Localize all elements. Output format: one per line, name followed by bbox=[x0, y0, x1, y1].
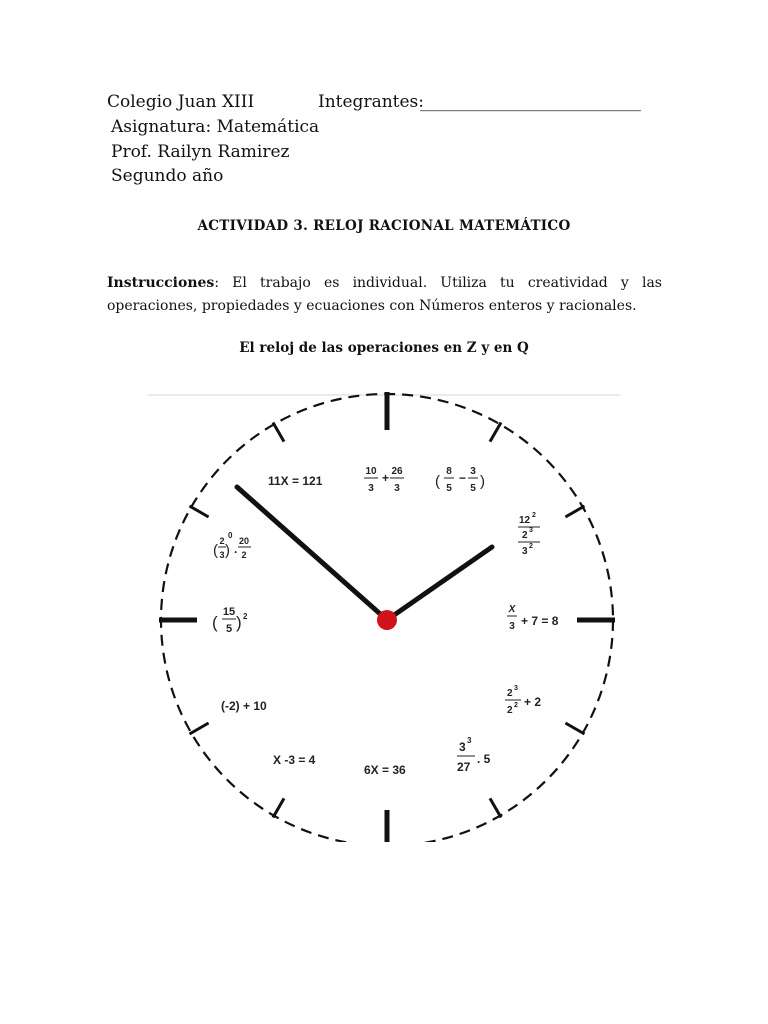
label-4-tail: + 2 bbox=[524, 695, 542, 709]
label-5-den: 27 bbox=[457, 760, 471, 774]
activity-title: ACTIVIDAD 3. RELOJ RACIONAL MATEMÁTICO bbox=[197, 218, 571, 234]
label-2-mid-exp: 3 bbox=[529, 527, 533, 534]
label-5-num-exp: 3 bbox=[467, 736, 472, 745]
label-4-den-exp: 2 bbox=[514, 702, 518, 709]
label-2-bot: 3 bbox=[522, 546, 528, 557]
label-9-exp: 2 bbox=[243, 612, 248, 621]
label-1-a-num: 8 bbox=[446, 466, 452, 477]
members-blank: __________________________ bbox=[420, 92, 641, 112]
label-3 bbox=[507, 604, 559, 632]
label-2-top: 12 bbox=[519, 515, 531, 526]
label-2-mid: 2 bbox=[522, 530, 528, 541]
label-10-dot: . bbox=[234, 542, 238, 556]
label-4-num-exp: 3 bbox=[514, 685, 518, 692]
hour-tick-1 bbox=[490, 423, 501, 442]
label-5 bbox=[457, 736, 491, 774]
label-5-tail: . 5 bbox=[477, 752, 491, 766]
minute-hand bbox=[237, 487, 387, 620]
label-3-eq: + 7 = 8 bbox=[521, 614, 559, 628]
label-10-f-num: 20 bbox=[238, 536, 250, 546]
instructions-text: : El trabajo es individual. Utiliza tu creatividad y las operaciones, propiedades y ecuaciones con Números enteros y racionales. bbox=[107, 275, 662, 314]
label-10-close: ) bbox=[225, 542, 230, 559]
hour-tick-7 bbox=[273, 798, 284, 817]
school-name: Colegio Juan XIII bbox=[107, 92, 255, 112]
label-4 bbox=[505, 685, 541, 716]
label-10 bbox=[213, 531, 251, 560]
hour-tick-5 bbox=[490, 798, 501, 817]
label-8: (-2) + 10 bbox=[221, 699, 267, 713]
label-1-op: − bbox=[459, 471, 467, 485]
label-2-bot-exp: 2 bbox=[529, 543, 533, 550]
label-4-den: 2 bbox=[507, 705, 513, 716]
label-12-a-den: 3 bbox=[368, 483, 374, 494]
label-10-open: ( bbox=[213, 542, 218, 559]
label-11: 11X = 121 bbox=[268, 474, 323, 488]
label-10-exp: 0 bbox=[228, 531, 233, 540]
label-10-num: 2 bbox=[219, 536, 225, 546]
label-12-a-num: 10 bbox=[365, 466, 377, 477]
label-3-var: X bbox=[508, 604, 516, 615]
label-3-den: 3 bbox=[509, 621, 515, 632]
label-4-num: 2 bbox=[507, 688, 513, 699]
members-label: Integrantes: bbox=[318, 92, 424, 112]
label-10-f-den: 2 bbox=[241, 550, 247, 560]
teacher-line: Prof. Railyn Ramirez bbox=[111, 142, 290, 162]
label-12-b-num: 26 bbox=[391, 466, 403, 477]
label-9-close: ) bbox=[236, 613, 242, 632]
hour-hand bbox=[387, 547, 492, 620]
label-1-b-den: 5 bbox=[470, 483, 476, 494]
label-9-num: 15 bbox=[222, 606, 236, 618]
label-9 bbox=[212, 606, 248, 635]
label-1-a-den: 5 bbox=[446, 483, 452, 494]
label-12 bbox=[364, 466, 404, 494]
label-1-close: ) bbox=[480, 473, 485, 490]
label-7: X -3 = 4 bbox=[273, 753, 316, 767]
label-12-op: + bbox=[382, 471, 390, 485]
label-1 bbox=[435, 466, 485, 494]
clock-center-dot bbox=[377, 610, 397, 630]
label-6: 6X = 36 bbox=[364, 763, 406, 777]
hour-tick-8 bbox=[190, 723, 209, 734]
label-2 bbox=[518, 512, 540, 557]
label-9-den: 5 bbox=[225, 623, 233, 635]
hour-tick-2 bbox=[565, 506, 584, 517]
hour-tick-4 bbox=[565, 723, 584, 734]
hour-tick-10 bbox=[190, 506, 209, 517]
subject-line: Asignatura: Matemática bbox=[111, 117, 320, 137]
label-5-num: 3 bbox=[459, 740, 466, 754]
label-10-den: 3 bbox=[219, 550, 225, 560]
label-1-b-num: 3 bbox=[470, 466, 476, 477]
label-12-b-den: 3 bbox=[394, 483, 400, 494]
label-9-open: ( bbox=[212, 613, 218, 632]
grade-line: Segundo año bbox=[111, 166, 224, 186]
label-2-top-exp: 2 bbox=[532, 512, 536, 519]
clock-title: El reloj de las operaciones en Z y en Q bbox=[239, 340, 529, 356]
label-1-open: ( bbox=[435, 473, 440, 490]
instructions-paragraph bbox=[107, 272, 662, 318]
hour-tick-11 bbox=[273, 423, 284, 442]
clock-figure bbox=[148, 392, 620, 842]
instructions-label: Instrucciones bbox=[107, 275, 215, 291]
